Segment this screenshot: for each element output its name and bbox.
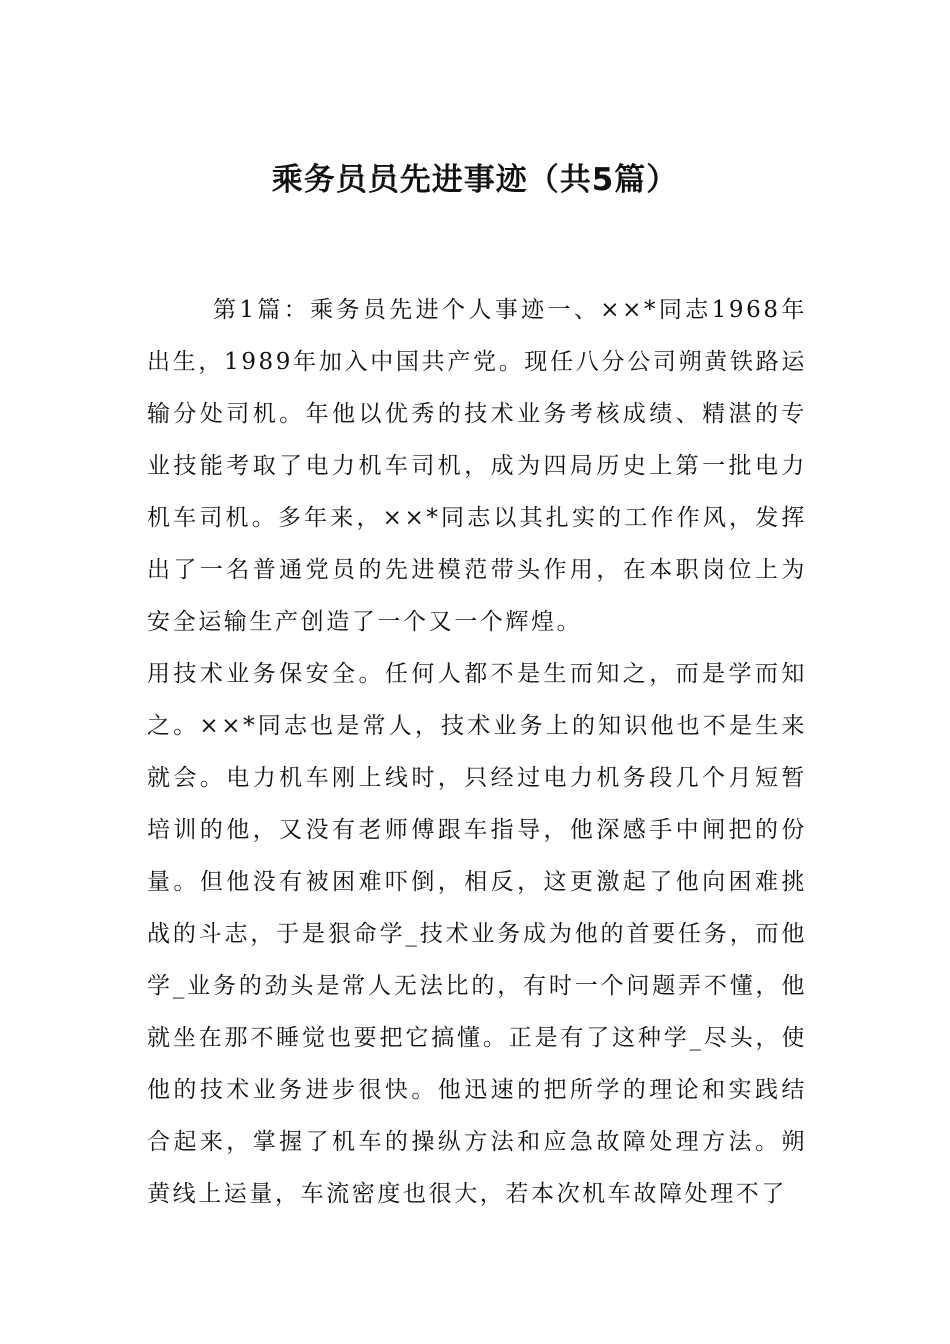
document-title: 乘务员员先进事迹（共5篇） — [271, 162, 679, 198]
paragraph-1: 第1篇：乘务员先进个人事迹一、××*同志1968年出生，1989年加入中国共产党。现任八分公司朔黄铁路运输分处司机。年他以优秀的技术业务考核成绩、精湛的专业技能考取了电力机车司机，成为四局历史上第一批电力机车司机。多年来，××*同志以其扎实的工作作风，发挥出了一名普通党员的先进模范带头作用，在本职岗位上为安全运输生产创造了一个又一个辉煌。 — [147, 297, 807, 635]
document-body — [147, 284, 807, 1220]
paragraph-2: 用技术业务保安全。任何人都不是生而知之，而是学而知之。××*同志也是常人，技术业务上的知识他也不是生来就会。电力机车刚上线时，只经过电力机务段几个月短暂培训的他，又没有老师傅跟车指导，他深感手中闸把的份量。但他没有被困难吓倒，相反，这更激起了他向困难挑战的斗志，于是狠命学_技术业务成为他的首要任务，而他学_业务的劲头是常人无法比的，有时一个问题弄不懂，他就坐在那不睡觉也要把它搞懂。正是有了这种学_尽头，使他的技术业务进步很快。他迅速的把所学的理论和实践结合起来，掌握了机车的操纵方法和应急故障处理方法。朔黄线上运量，车流密度也很大，若本次机车故障处理不了 — [147, 661, 807, 1207]
